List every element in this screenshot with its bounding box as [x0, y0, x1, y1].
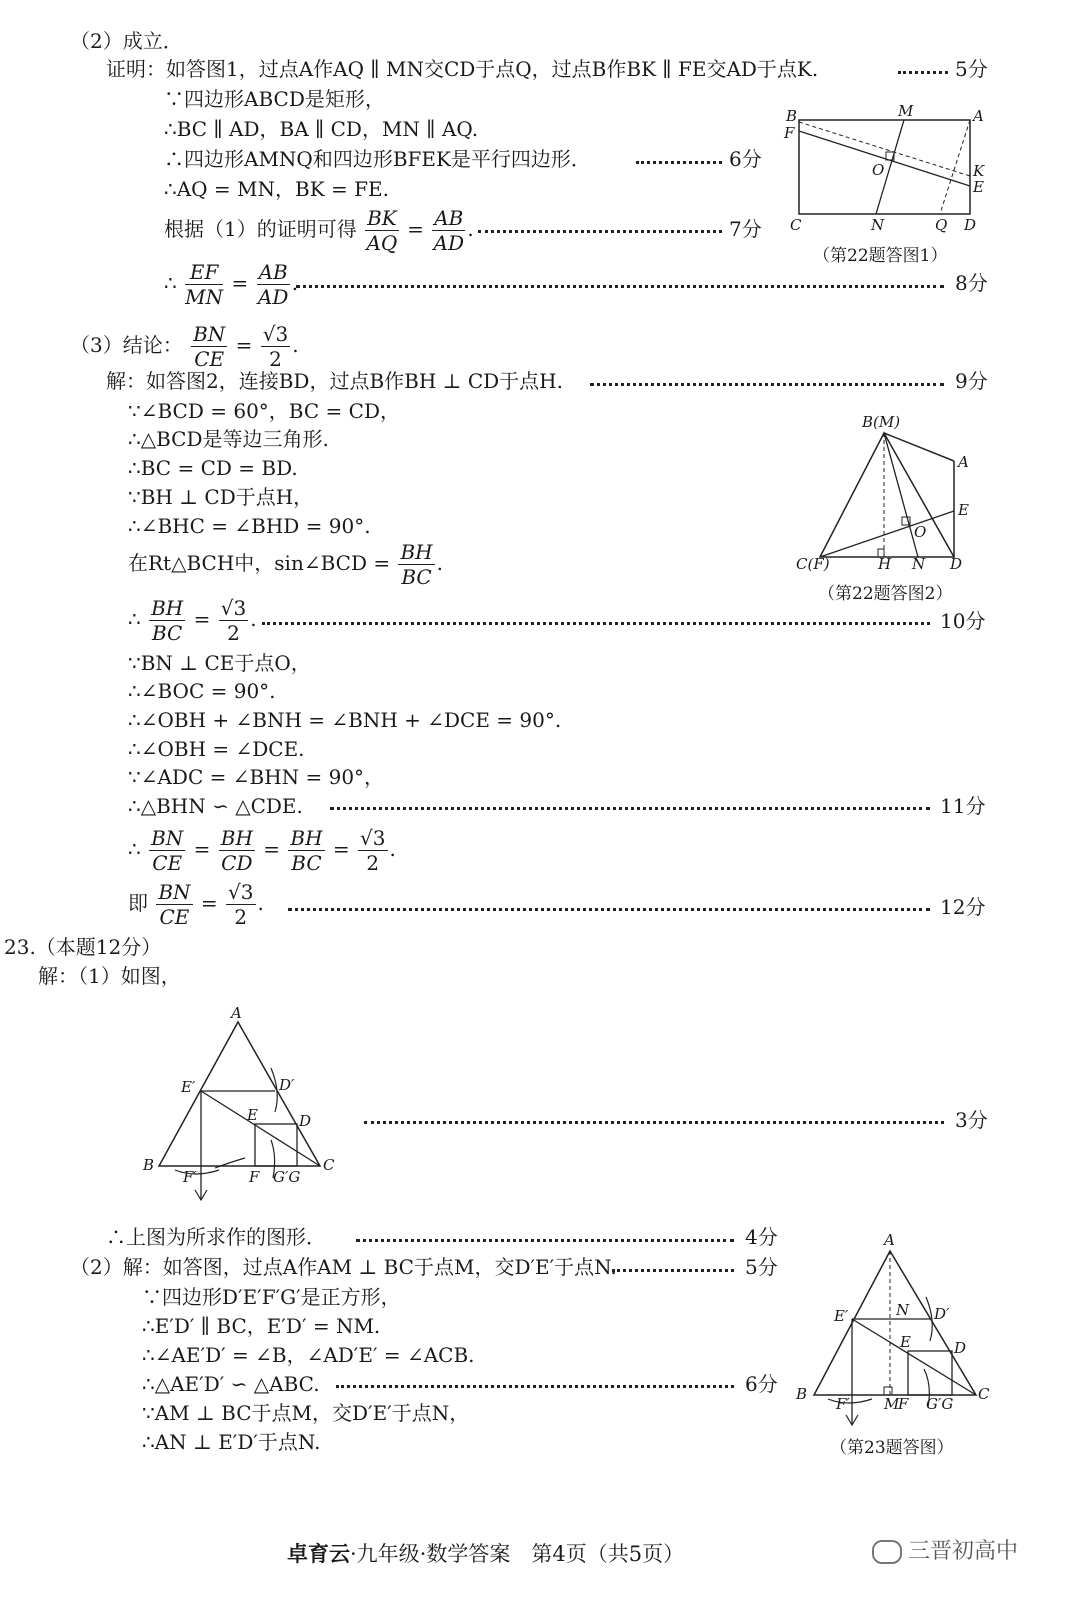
- svg-text:M: M: [898, 102, 914, 120]
- svg-text:O: O: [914, 523, 927, 541]
- step-line-fraction: ∴ $\frac{BN}{CE}$ = $\frac{BH}{CD}$ = $\frac{BH}{BC}$ = $\frac{√3}{2}$ .: [128, 826, 396, 875]
- figure-23-2: [790, 1225, 1000, 1440]
- numerator: BN: [193, 322, 226, 346]
- svg-text:Q: Q: [935, 216, 948, 234]
- svg-text:D: D: [964, 216, 977, 234]
- svg-text:D′: D′: [934, 1305, 950, 1323]
- step-line-fraction: ∴ $\frac{BH}{BC}$ = $\frac{√3}{2}$ .: [128, 596, 257, 645]
- numerator: BN: [151, 826, 184, 850]
- fraction: [219, 826, 255, 875]
- svg-text:A: A: [884, 1231, 895, 1249]
- fraction: [185, 260, 223, 309]
- q22-part3-conclusion: （3）结论： $\frac{BN}{CE}$ = $\frac{√3}{2}$ .: [70, 322, 299, 371]
- svg-text:B(M): B(M): [862, 413, 901, 431]
- svg-text:D: D: [950, 555, 963, 573]
- step-line: ∴∠OBH = ∠DCE.: [128, 737, 305, 761]
- footer-text: ·九年级·数学答案 第4页（共5页）: [350, 1542, 685, 1566]
- numerator: BH: [151, 596, 184, 620]
- svg-text:C: C: [790, 216, 802, 234]
- step-line: ∴∠OBH + ∠BNH = ∠BNH + ∠DCE = 90°.: [128, 708, 562, 732]
- svg-text:C: C: [323, 1156, 335, 1174]
- step-line: ∵∠ADC = ∠BHN = 90°，: [128, 765, 385, 789]
- fraction: [219, 596, 248, 645]
- leader-dots: [336, 1385, 734, 1388]
- score-4: 4分: [745, 1225, 778, 1249]
- numerator: √3: [360, 826, 386, 850]
- q23-conclusion: ∴上图为所求作的图形．: [106, 1225, 326, 1249]
- therefore-symbol: ∴: [164, 271, 177, 295]
- fraction: [261, 322, 290, 371]
- denominator: 2: [269, 347, 282, 371]
- denominator: CE: [159, 905, 190, 929]
- figure-23-caption: （第23题答图）: [830, 1438, 954, 1458]
- watermark: [872, 1534, 1018, 1565]
- fraction: [156, 880, 192, 929]
- numerator: AB: [258, 260, 288, 284]
- fraction: [398, 540, 434, 589]
- score-6: 6分: [729, 147, 762, 171]
- score-9: 9分: [955, 369, 988, 393]
- step-line-fraction: 根据（1）的证明可得 $\frac{BK}{AQ}$ = $\frac{AB}{AD}$ .: [164, 206, 474, 255]
- svg-text:D: D: [954, 1339, 967, 1357]
- step-line: ∵四边形ABCD是矩形，: [164, 87, 385, 111]
- numerator: √3: [262, 322, 289, 346]
- leader-dots: [296, 285, 944, 288]
- fraction: [191, 322, 227, 371]
- step-line: ∴AQ = MN，BK = FE.: [164, 177, 389, 201]
- svg-text:C: C: [978, 1385, 990, 1403]
- denominator: AD: [257, 285, 289, 309]
- svg-text:E′: E′: [181, 1078, 196, 1096]
- step-text: 根据（1）的证明可得: [164, 217, 357, 241]
- step-line: ∵四边形D′E′F′G′是正方形，: [142, 1285, 401, 1309]
- svg-text:E: E: [958, 501, 969, 519]
- step-line-fraction: ∴ $\frac{EF}{MN}$ = $\frac{AB}{AD}$ .: [164, 260, 299, 309]
- leader-dots: [612, 1269, 734, 1272]
- svg-text:K: K: [973, 162, 985, 180]
- denominator: BC: [291, 851, 322, 875]
- q23-part1-intro: 解：（1）如图，: [38, 964, 181, 988]
- denominator: MN: [185, 285, 224, 309]
- leader-dots: [364, 1121, 944, 1124]
- step-line: ∴四边形AMNQ和四边形BFEK是平行四边形．: [164, 147, 591, 171]
- svg-text:E: E: [247, 1106, 258, 1124]
- score-8: 8分: [955, 271, 988, 295]
- step-line: ∴△BCD是等边三角形.: [128, 427, 329, 451]
- page-footer: [287, 1538, 684, 1568]
- leader-dots: [356, 1239, 734, 1242]
- numerator: BH: [220, 826, 253, 850]
- step-line: ∴E′D′ ∥ BC，E′D′ = NM.: [142, 1314, 381, 1338]
- step-line: ∴△AE′D′ ∽ △ABC.: [142, 1372, 320, 1396]
- fraction: [257, 260, 290, 309]
- leader-dots: [330, 807, 930, 810]
- score-5b: 5分: [745, 1255, 778, 1279]
- step-line: ∴△BHN ∽ △CDE.: [128, 794, 303, 818]
- fraction: [149, 826, 185, 875]
- footer-brand: 卓育云: [287, 1541, 350, 1566]
- svg-text:D′: D′: [279, 1076, 295, 1094]
- svg-text:F: F: [898, 1395, 909, 1413]
- svg-text:B: B: [796, 1385, 808, 1403]
- denominator: CD: [221, 851, 253, 875]
- svg-text:B: B: [143, 1156, 155, 1174]
- svg-text:G′G: G′G: [926, 1395, 954, 1413]
- fraction: [288, 826, 324, 875]
- q22-proof-line: 证明：如答图1，过点A作AQ ∥ MN交CD于点Q，过点B作BK ∥ FE交AD于点K.: [106, 57, 819, 81]
- step-line: ∴AN ⊥ E′D′于点N.: [142, 1430, 321, 1454]
- figure-1-caption: （第22题答图1）: [813, 246, 948, 266]
- svg-text:N: N: [912, 555, 926, 573]
- numerator: BK: [367, 206, 397, 230]
- fraction: [358, 826, 387, 875]
- fraction: [365, 206, 399, 255]
- numerator: AB: [434, 206, 464, 230]
- watermark-text: 三晋初高中: [908, 1539, 1019, 1564]
- score-12: 12分: [940, 895, 986, 919]
- leader-dots: [262, 622, 930, 625]
- numerator: √3: [228, 880, 254, 904]
- step-line-fraction: 在Rt△BCH中，sin∠BCD = $\frac{BH}{BC}$ .: [128, 540, 443, 589]
- chat-icon: [872, 1540, 902, 1564]
- step-line: ∵∠BCD = 60°，BC = CD，: [128, 399, 400, 423]
- svg-text:F: F: [784, 124, 795, 142]
- figure-2-caption: （第22题答图2）: [818, 584, 953, 604]
- fraction: [432, 206, 465, 255]
- fraction: [149, 596, 185, 645]
- numerator: BH: [400, 540, 433, 564]
- score-5: 5分: [955, 57, 988, 81]
- denominator: AQ: [366, 231, 398, 255]
- step-line: ∴∠BHC = ∠BHD = 90°.: [128, 514, 371, 538]
- svg-text:A: A: [231, 1004, 242, 1022]
- step-line: ∴BC ∥ AD，BA ∥ CD，MN ∥ AQ.: [164, 117, 479, 141]
- step-line: ∵BH ⊥ CD于点H，: [128, 485, 314, 509]
- conclusion-label: （3）结论：: [70, 333, 183, 357]
- denominator: CE: [194, 347, 225, 371]
- svg-text:A: A: [958, 453, 969, 471]
- step-line-fraction: 即 $\frac{BN}{CE}$ = $\frac{√3}{2}$ .: [128, 880, 264, 929]
- denominator: AD: [433, 231, 465, 255]
- denominator: 2: [227, 621, 240, 645]
- score-3: 3分: [955, 1108, 988, 1132]
- denominator: 2: [366, 851, 380, 875]
- svg-text:C(F): C(F): [796, 555, 830, 573]
- denominator: BC: [151, 621, 183, 645]
- score-11: 11分: [940, 794, 986, 818]
- svg-text:O: O: [872, 161, 885, 179]
- leader-dots: [898, 71, 948, 74]
- svg-text:B: B: [786, 107, 798, 125]
- denominator: BC: [401, 565, 432, 589]
- fraction: [226, 880, 255, 929]
- figure-23-1: [135, 1000, 345, 1215]
- svg-text:F: F: [249, 1168, 260, 1186]
- svg-text:M: M: [884, 1395, 900, 1413]
- leader-dots: [288, 908, 930, 911]
- step-text: 即: [128, 891, 148, 915]
- numerator: EF: [185, 260, 223, 285]
- svg-text:F′: F′: [836, 1395, 850, 1413]
- figure-22-2: [790, 405, 990, 575]
- score-6b: 6分: [745, 1372, 778, 1396]
- figure-22-1: [780, 100, 1000, 240]
- svg-text:G′G: G′G: [273, 1168, 301, 1186]
- numerator: BH: [290, 826, 323, 850]
- step-text: 在Rt△BCH中，sin∠BCD =: [128, 551, 391, 575]
- q22-solution-line: 解：如答图2，连接BD，过点B作BH ⊥ CD于点H.: [106, 369, 563, 393]
- leader-dots: [478, 230, 722, 233]
- svg-text:D: D: [299, 1112, 312, 1130]
- svg-text:E: E: [973, 178, 984, 196]
- leader-dots: [636, 161, 722, 164]
- svg-text:E′: E′: [834, 1307, 849, 1325]
- numerator: √3: [220, 596, 247, 620]
- q23-heading: 23.（本题12分）: [4, 935, 162, 959]
- step-line: ∴∠BOC = 90°.: [128, 679, 276, 703]
- score-7: 7分: [729, 217, 762, 241]
- step-line: ∴BC = CD = BD.: [128, 456, 298, 480]
- denominator: CE: [152, 851, 183, 875]
- q23-part2-line: （2）解：如答图，过点A作AM ⊥ BC于点M，交D′E′于点N.: [70, 1255, 617, 1279]
- svg-text:E: E: [900, 1333, 911, 1351]
- q22-part2-heading: （2）成立．: [70, 29, 183, 53]
- svg-text:N: N: [896, 1301, 910, 1319]
- denominator: 2: [234, 905, 248, 929]
- leader-dots: [590, 383, 944, 386]
- numerator: BN: [158, 880, 191, 904]
- svg-text:N: N: [871, 216, 885, 234]
- step-line: ∵AM ⊥ BC于点M，交D′E′于点N，: [142, 1401, 470, 1425]
- svg-text:A: A: [973, 107, 984, 125]
- svg-text:H: H: [878, 555, 892, 573]
- step-line: ∵BN ⊥ CE于点O，: [128, 651, 311, 675]
- score-10: 10分: [940, 609, 986, 633]
- svg-text:F′: F′: [183, 1168, 197, 1186]
- step-line: ∴∠AE′D′ = ∠B，∠AD′E′ = ∠ACB.: [142, 1343, 475, 1367]
